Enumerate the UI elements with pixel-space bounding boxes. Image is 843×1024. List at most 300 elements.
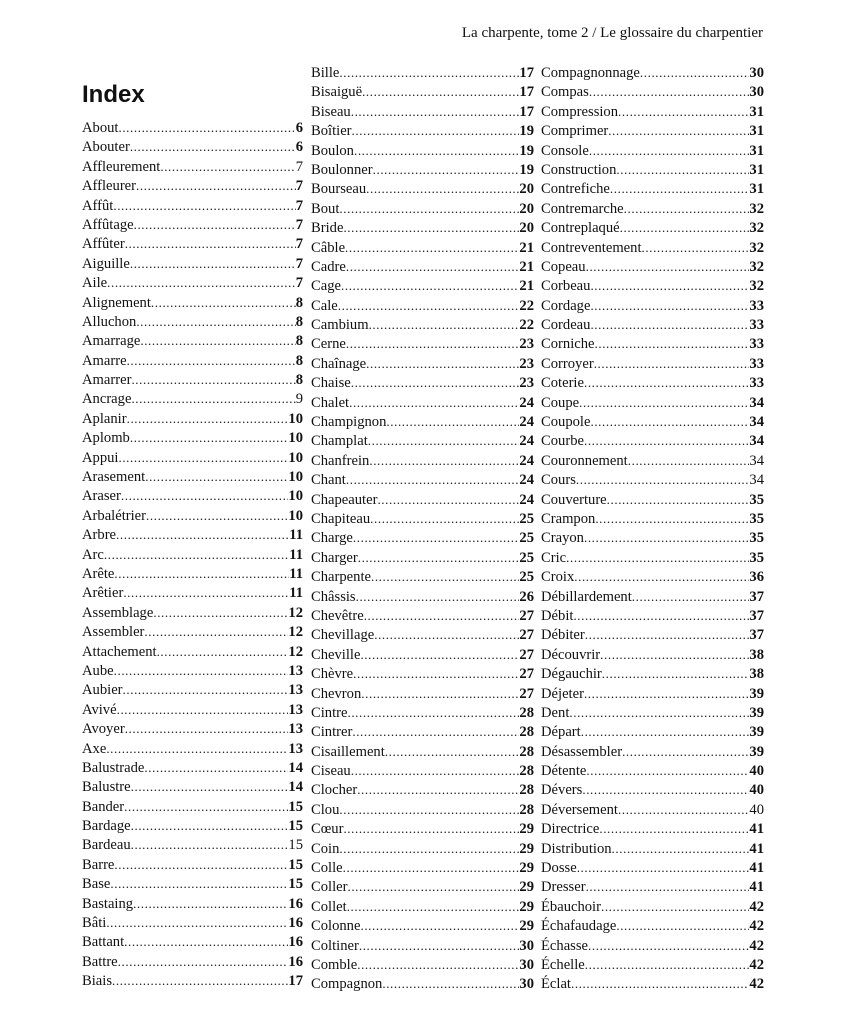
dot-leader xyxy=(607,490,750,509)
index-page-number: 33 xyxy=(749,297,764,314)
index-entry xyxy=(541,877,764,896)
index-entry xyxy=(82,234,303,253)
index-entry xyxy=(541,509,764,528)
index-page-number: 33 xyxy=(749,355,764,372)
index-term: Avivé xyxy=(82,701,117,718)
dot-leader xyxy=(339,800,519,819)
index-term: Compagnonnage xyxy=(541,65,640,81)
index-entry xyxy=(311,276,534,295)
index-entry xyxy=(82,118,303,137)
index-term: Avoyer xyxy=(82,721,125,738)
dot-leader xyxy=(116,525,289,544)
dot-leader xyxy=(616,916,749,935)
index-term: Appui xyxy=(82,449,119,466)
index-term: Chevêtre xyxy=(311,607,364,624)
index-page-number: 7 xyxy=(295,197,303,214)
index-term: Comprimer xyxy=(541,123,609,140)
index-page-number: 31 xyxy=(749,123,764,140)
dot-leader xyxy=(590,412,749,431)
index-entry xyxy=(311,470,534,489)
index-term: Affût xyxy=(82,197,114,214)
index-entry xyxy=(311,916,534,935)
index-term: Dévers xyxy=(541,782,583,799)
dot-leader xyxy=(131,835,289,854)
dot-leader xyxy=(153,603,288,622)
index-term: Couverture xyxy=(541,491,607,508)
dot-leader xyxy=(346,334,520,353)
index-page-number: 39 xyxy=(749,704,764,721)
dot-leader xyxy=(124,797,288,816)
index-entry xyxy=(311,625,534,644)
dot-leader xyxy=(343,218,519,237)
index-page-number: 42 xyxy=(749,956,764,973)
index-term: Bastaing xyxy=(82,895,134,912)
dot-leader xyxy=(616,160,749,179)
dot-leader xyxy=(104,545,289,564)
index-entry xyxy=(311,587,534,606)
index-entry xyxy=(541,974,764,993)
index-page-number: 25 xyxy=(519,510,534,527)
index-term: Contrefiche xyxy=(541,181,610,198)
dot-leader xyxy=(586,877,750,896)
index-page-number: 20 xyxy=(519,181,534,198)
dot-leader xyxy=(346,470,520,489)
index-entry xyxy=(311,179,534,198)
dot-leader xyxy=(369,315,520,334)
dot-leader xyxy=(346,257,520,276)
index-term: Bride xyxy=(311,220,344,237)
index-page-number: 39 xyxy=(749,743,764,760)
dot-leader xyxy=(118,448,288,467)
index-term: Aubier xyxy=(82,682,123,699)
index-term: Amarrage xyxy=(82,333,141,350)
index-page-number: 19 xyxy=(519,142,534,159)
index-term: Éclat xyxy=(541,976,571,993)
index-term: Contreventement xyxy=(541,239,642,256)
index-term: Boulon xyxy=(311,142,354,159)
index-page-number: 29 xyxy=(519,879,534,896)
index-page-number: 38 xyxy=(749,646,764,663)
dot-leader xyxy=(127,351,296,370)
index-page-number: 25 xyxy=(519,549,534,566)
index-entry xyxy=(82,816,303,835)
index-entry xyxy=(541,780,764,799)
index-page-number: 10 xyxy=(288,469,303,486)
index-term: Contremarche xyxy=(541,200,624,217)
index-page-number: 12 xyxy=(288,643,303,660)
index-term: Déversement xyxy=(541,801,618,818)
dot-leader xyxy=(357,955,519,974)
dot-leader xyxy=(131,370,295,389)
dot-leader xyxy=(131,777,289,796)
index-entry xyxy=(311,334,534,353)
index-entry xyxy=(541,703,764,722)
index-term: Dresser xyxy=(541,879,586,896)
index-page-number: 32 xyxy=(749,258,764,275)
index-term: Coupe xyxy=(541,394,580,411)
dot-leader xyxy=(595,334,750,353)
index-term: Cordage xyxy=(541,297,591,314)
index-entry xyxy=(541,528,764,547)
index-page-number: 23 xyxy=(519,375,534,392)
index-page-number: 25 xyxy=(519,569,534,586)
index-term: Débit xyxy=(541,607,574,624)
index-page-number: 31 xyxy=(749,103,764,120)
index-page-number: 13 xyxy=(288,701,303,718)
index-page-number: 21 xyxy=(519,258,534,275)
index-entry xyxy=(541,179,764,198)
index-page-number: 12 xyxy=(288,624,303,641)
index-term: Bardage xyxy=(82,818,131,835)
index-term: Chevron xyxy=(311,685,362,702)
index-term: Comble xyxy=(311,956,358,973)
dot-leader xyxy=(569,703,749,722)
dot-leader xyxy=(594,354,750,373)
index-page-number: 41 xyxy=(749,860,764,877)
index-entry xyxy=(82,486,303,505)
index-page-number: 7 xyxy=(295,236,303,253)
index-entry xyxy=(541,858,764,877)
dot-leader xyxy=(586,761,749,780)
index-entry xyxy=(82,622,303,641)
index-column-1 xyxy=(82,118,303,991)
index-term: Câble xyxy=(311,239,346,256)
index-page-number: 33 xyxy=(749,317,764,334)
index-entry xyxy=(541,955,764,974)
index-page-number: 16 xyxy=(288,895,303,912)
dot-leader xyxy=(566,548,749,567)
index-entry xyxy=(311,897,534,916)
index-term: Coller xyxy=(311,879,348,896)
index-entry xyxy=(82,428,303,447)
index-page-number: 29 xyxy=(519,860,534,877)
index-page-number: 34 xyxy=(749,394,764,411)
index-entry xyxy=(541,238,764,257)
index-term: Cage xyxy=(311,278,341,295)
dot-leader xyxy=(352,722,519,741)
index-page-number: 23 xyxy=(519,355,534,372)
index-page-number: 6 xyxy=(295,120,303,136)
dot-leader xyxy=(359,936,520,955)
index-term: Charge xyxy=(311,530,353,547)
index-entry xyxy=(82,971,303,990)
dot-leader xyxy=(574,567,749,586)
index-term: Assembler xyxy=(82,624,145,641)
dot-leader xyxy=(576,470,750,489)
index-term: Axe xyxy=(82,740,107,757)
dot-leader xyxy=(366,354,519,373)
index-term: Dent xyxy=(541,704,570,721)
dot-leader xyxy=(351,761,520,780)
index-term: Dosse xyxy=(541,860,577,877)
index-page-number: 27 xyxy=(519,627,534,644)
index-page-number: 20 xyxy=(519,200,534,217)
index-page-number: 17 xyxy=(519,65,534,81)
index-entry xyxy=(82,293,303,312)
index-page-number: 17 xyxy=(519,84,534,101)
index-entry xyxy=(541,141,764,160)
dot-leader xyxy=(110,874,288,893)
index-term: Arc xyxy=(82,546,104,563)
index-term: Ancrage xyxy=(82,391,132,408)
dot-leader xyxy=(386,412,519,431)
index-term: Console xyxy=(541,142,589,159)
index-term: Cintrer xyxy=(311,724,353,741)
dot-leader xyxy=(369,451,519,470)
index-page-number: 24 xyxy=(519,452,534,469)
index-entry xyxy=(541,722,764,741)
index-entry xyxy=(541,645,764,664)
index-page-number: 40 xyxy=(749,801,764,818)
dot-leader xyxy=(628,451,750,470)
index-entry xyxy=(541,431,764,450)
index-page-number: 8 xyxy=(295,313,303,330)
index-page-number: 28 xyxy=(519,724,534,741)
dot-leader xyxy=(571,974,749,993)
index-page-number: 24 xyxy=(519,414,534,431)
index-term: Coin xyxy=(311,840,340,857)
dot-leader xyxy=(585,625,750,644)
dot-leader xyxy=(618,800,749,819)
index-term: Cerne xyxy=(311,336,346,353)
index-page-number: 39 xyxy=(749,724,764,741)
index-term: Affûter xyxy=(82,236,125,253)
index-page-number: 15 xyxy=(288,798,303,815)
index-entry xyxy=(311,606,534,625)
dot-leader xyxy=(356,587,520,606)
index-entry xyxy=(541,276,764,295)
index-page-number: 32 xyxy=(749,200,764,217)
dot-leader xyxy=(118,118,295,137)
index-page-number: 35 xyxy=(749,491,764,508)
index-page-number: 12 xyxy=(288,604,303,621)
index-entry xyxy=(311,218,534,237)
index-term: Bander xyxy=(82,798,125,815)
index-page-number: 31 xyxy=(749,161,764,178)
index-term: Crampon xyxy=(541,510,596,527)
index-term: Cisaillement xyxy=(311,743,385,760)
dot-leader xyxy=(364,606,520,625)
index-page-number: 14 xyxy=(288,759,303,776)
index-term: Arbalétrier xyxy=(82,507,147,524)
index-entry xyxy=(311,548,534,567)
index-term: Compagnon xyxy=(311,976,383,993)
dot-leader xyxy=(608,121,749,140)
dot-leader xyxy=(577,858,750,877)
index-page-number: 10 xyxy=(288,410,303,427)
index-term: Courbe xyxy=(541,433,584,450)
index-entry xyxy=(541,916,764,935)
index-term: Barre xyxy=(82,856,115,873)
index-entry xyxy=(311,451,534,470)
index-page-number: 8 xyxy=(295,294,303,311)
index-entry xyxy=(311,955,534,974)
index-entry xyxy=(311,722,534,741)
index-term: Clou xyxy=(311,801,340,818)
dot-leader xyxy=(157,642,289,661)
index-term: Cintre xyxy=(311,704,348,721)
index-page-number: 19 xyxy=(519,123,534,140)
index-entry xyxy=(541,490,764,509)
index-entry xyxy=(311,703,534,722)
dot-leader xyxy=(374,625,519,644)
index-entry xyxy=(82,506,303,525)
dot-leader xyxy=(360,645,519,664)
dot-leader xyxy=(118,952,289,971)
dot-leader xyxy=(589,141,750,160)
index-term: Distribution xyxy=(541,840,612,857)
index-term: Ciseau xyxy=(311,763,351,780)
index-page-number: 30 xyxy=(519,937,534,954)
dot-leader xyxy=(117,700,289,719)
index-entry xyxy=(311,199,534,218)
index-term: Corniche xyxy=(541,336,595,353)
dot-leader xyxy=(339,839,519,858)
index-term: Bout xyxy=(311,200,340,217)
index-entry xyxy=(82,370,303,389)
index-entry xyxy=(541,296,764,315)
dot-leader xyxy=(123,680,289,699)
index-page-number: 31 xyxy=(749,142,764,159)
index-entry xyxy=(311,63,534,82)
index-term: Déjeter xyxy=(541,685,584,702)
index-term: Base xyxy=(82,876,111,893)
index-column-3 xyxy=(541,63,764,994)
index-term: Directrice xyxy=(541,821,600,838)
index-term: Champlat xyxy=(311,433,368,450)
dot-leader xyxy=(131,389,295,408)
index-page-number: 30 xyxy=(519,976,534,993)
index-page-number: 13 xyxy=(288,682,303,699)
index-entry xyxy=(541,625,764,644)
index-page-number: 32 xyxy=(749,278,764,295)
dot-leader xyxy=(588,936,749,955)
index-page-number: 29 xyxy=(519,821,534,838)
index-page-number: 32 xyxy=(749,239,764,256)
index-term: Copeau xyxy=(541,258,586,275)
index-entry xyxy=(82,913,303,932)
index-title: Index xyxy=(82,81,145,108)
index-entry xyxy=(541,160,764,179)
index-term: Chaînage xyxy=(311,355,367,372)
dot-leader xyxy=(385,742,520,761)
index-page-number: 35 xyxy=(749,510,764,527)
index-term: Départ xyxy=(541,724,581,741)
index-page-number: 30 xyxy=(749,84,764,101)
index-entry xyxy=(82,545,303,564)
index-page-number: 22 xyxy=(519,317,534,334)
index-entry xyxy=(311,257,534,276)
index-page-number: 41 xyxy=(749,840,764,857)
index-term: Débiter xyxy=(541,627,585,644)
index-term: Corbeau xyxy=(541,278,591,295)
index-entry xyxy=(541,354,764,373)
dot-leader xyxy=(360,916,519,935)
index-term: Ébauchoir xyxy=(541,898,601,915)
dot-leader xyxy=(351,102,520,121)
index-term: Bisaiguë xyxy=(311,84,363,101)
dot-leader xyxy=(112,971,288,990)
index-page-number: 11 xyxy=(289,585,303,602)
index-entry xyxy=(541,606,764,625)
index-page-number: 17 xyxy=(288,973,303,990)
index-page-number: 16 xyxy=(288,953,303,970)
index-term: Aplanir xyxy=(82,410,127,427)
dot-leader xyxy=(600,645,749,664)
dot-leader xyxy=(584,684,749,703)
index-page-number: 29 xyxy=(519,918,534,935)
dot-leader xyxy=(582,780,749,799)
dot-leader xyxy=(125,234,296,253)
dot-leader xyxy=(130,254,296,273)
dot-leader xyxy=(114,855,288,874)
dot-leader xyxy=(362,82,519,101)
index-term: Assemblage xyxy=(82,604,154,621)
index-term: Chapeauter xyxy=(311,491,378,508)
index-page-number: 28 xyxy=(519,704,534,721)
index-page-number: 13 xyxy=(288,662,303,679)
index-page-number: 24 xyxy=(519,491,534,508)
index-entry xyxy=(311,800,534,819)
dot-leader xyxy=(134,215,296,234)
index-entry xyxy=(541,800,764,819)
index-page-number: 41 xyxy=(749,821,764,838)
dot-leader xyxy=(599,819,749,838)
index-term: Aiguille xyxy=(82,255,130,272)
index-term: Chapiteau xyxy=(311,510,371,527)
dot-leader xyxy=(640,63,750,82)
index-entry xyxy=(311,684,534,703)
index-entry xyxy=(311,490,534,509)
index-page-number: 42 xyxy=(749,937,764,954)
index-entry xyxy=(311,141,534,160)
index-term: Coltiner xyxy=(311,937,359,954)
index-page-number: 23 xyxy=(519,336,534,353)
index-term: Aplomb xyxy=(82,430,130,447)
index-term: Affûtage xyxy=(82,216,134,233)
index-entry xyxy=(311,974,534,993)
index-page-number: 24 xyxy=(519,472,534,489)
index-term: Aube xyxy=(82,662,114,679)
dot-leader xyxy=(373,160,520,179)
index-page-number: 8 xyxy=(295,372,303,389)
index-page-number: 11 xyxy=(289,565,303,582)
index-page-number: 10 xyxy=(288,449,303,466)
dot-leader xyxy=(127,409,289,428)
dot-leader xyxy=(632,587,750,606)
index-entry xyxy=(541,936,764,955)
dot-leader xyxy=(624,199,750,218)
index-term: Désassembler xyxy=(541,743,623,760)
index-term: Chalet xyxy=(311,394,350,411)
index-page-number: 13 xyxy=(288,740,303,757)
index-page-number: 28 xyxy=(519,801,534,818)
index-page-number: 13 xyxy=(288,721,303,738)
index-entry xyxy=(82,331,303,350)
index-page-number: 36 xyxy=(749,569,764,586)
index-page-number: 27 xyxy=(519,646,534,663)
index-term: Cric xyxy=(541,549,567,566)
index-entry xyxy=(82,157,303,176)
index-page-number: 8 xyxy=(295,333,303,350)
index-page-number: 35 xyxy=(749,549,764,566)
index-term: Alluchon xyxy=(82,313,137,330)
dot-leader xyxy=(368,431,520,450)
dot-leader xyxy=(352,121,520,140)
index-entry xyxy=(311,936,534,955)
index-page-number: 14 xyxy=(288,779,303,796)
index-page-number: 40 xyxy=(749,763,764,780)
